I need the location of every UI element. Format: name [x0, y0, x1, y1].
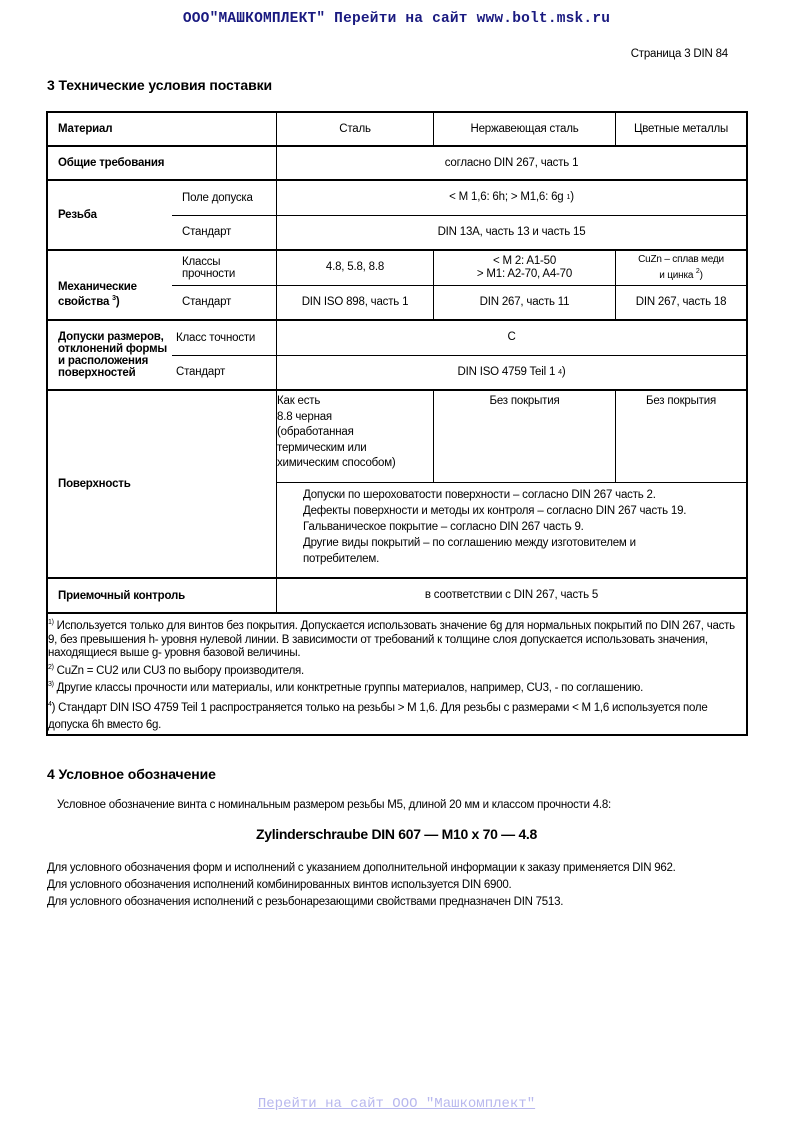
accuracy-class-label: Класс точности — [172, 321, 276, 356]
standard-text: DIN ISO 4759 Teil 1 — [457, 365, 556, 378]
delivery-conditions-table — [46, 111, 748, 736]
steel-surface-line: (обработанная — [277, 426, 354, 438]
footnote-text: Другие классы прочности или материалы, или конктретные группы материалов, например, CU3, - по соглашению. — [53, 682, 644, 694]
footnote-suffix: ) — [561, 365, 566, 378]
table-row-general — [48, 147, 746, 181]
stainless-class-line: < M 2: A1-50 — [492, 254, 557, 267]
site-banner-link[interactable]: ООО"МАШКОМПЛЕКТ" Перейти на сайт www.bolt.msk.ru — [182, 11, 611, 27]
footnote-suffix: ) — [570, 191, 574, 204]
footnote-text: ) Стандарт DIN ISO 4759 Teil 1 распространяется только на резьбы > M 1,6. Для резьбы с размерами < M 1,6 используется поле допуска 6h вместо 6g. — [48, 701, 708, 731]
footnote-ref: 1 — [566, 194, 571, 202]
footnote-4 — [48, 696, 744, 734]
table-row-acceptance — [48, 579, 746, 614]
surface-label: Поверхность — [58, 478, 131, 490]
footnote-2 — [48, 661, 744, 679]
steel-standard: DIN ISO 898, часть 1 — [277, 286, 434, 320]
footnote-ref: 4 — [558, 368, 562, 376]
footnote-suffix: ) — [699, 269, 703, 281]
column-nonferrous: Цветные металлы — [633, 122, 729, 135]
steel-classes: 4.8, 5.8, 8.8 — [277, 251, 434, 285]
footnote-ref: 2 — [695, 267, 700, 275]
nonferrous-surface: Без покрытия — [646, 395, 716, 407]
thread-label: Резьба — [58, 209, 97, 221]
surface-notes — [277, 483, 746, 567]
nonferrous-class-line: CuZn – сплав меди — [638, 253, 724, 265]
mechanical-standard-label: Стандарт — [182, 296, 232, 309]
acceptance-label: Приемочный контроль — [58, 589, 185, 602]
footnote-mark: 3) — [48, 681, 54, 688]
table-footnotes — [48, 614, 746, 734]
footnote-mark: 4 — [48, 700, 52, 708]
surface-note: потребителем. — [303, 553, 380, 565]
general-value: согласно DIN 267, часть 1 — [444, 156, 579, 169]
material-header: Материал — [58, 123, 113, 135]
surface-note: Допуски по шероховатости поверхности – согласно DIN 267 часть 2. — [303, 489, 656, 501]
reference-line: Для условного обозначения форм и исполнений с указанием дополнительной информации к заказу применяется DIN 962. — [47, 862, 676, 874]
tolerances-standard-value — [277, 356, 746, 390]
general-label: Общие требования — [58, 157, 165, 169]
thread-standard-label: Стандарт — [182, 226, 232, 239]
tolerances-standard-label: Стандарт — [176, 366, 226, 379]
page-number: Страница 3 DIN 84 — [630, 48, 728, 60]
reference-line: Для условного обозначения исполнений комбинированных винтов используется DIN 6900. — [47, 879, 512, 891]
stainless-standard: DIN 267, часть 11 — [434, 286, 616, 320]
surface-note: Гальваническое покрытие – согласно DIN 267 часть 9. — [303, 521, 584, 533]
table-row-tolerances — [48, 321, 746, 391]
designation-example: Zylinderschraube DIN 607 — M10 x 70 — 4.8 — [255, 826, 538, 842]
steel-surface-line: термическим или — [277, 441, 367, 454]
footnote-1 — [48, 616, 744, 661]
footnote-ref: 3 — [112, 294, 116, 302]
thread-tolerance-label: Поле допуска — [172, 181, 276, 216]
table-row-mechanical — [48, 251, 746, 321]
footnote-mark: 2) — [48, 663, 54, 671]
mechanical-label — [48, 251, 172, 319]
footnote-text: CuZn = CU2 или CU3 по выбору производителя. — [53, 664, 304, 677]
column-stainless: Нержавеющая сталь — [434, 113, 616, 145]
nonferrous-classes — [616, 251, 746, 285]
thread-tolerance-value — [277, 181, 746, 216]
footnote-mark: 1) — [48, 619, 54, 626]
footnote-suffix: ) — [115, 295, 120, 308]
surface-note: Другие виды покрытий – по соглашению между изготовителем и — [303, 537, 636, 549]
designation-intro: Условное обозначение винта с номинальным размером резьбы M5, длиной 20 мм и классом прочности 4.8: — [57, 799, 611, 811]
reference-line: Для условного обозначения исполнений с резьбонарезающими свойствами предназначен DIN 7513. — [47, 896, 564, 908]
nonferrous-standard: DIN 267, часть 18 — [635, 295, 727, 308]
thread-standard-value: DIN 13A, часть 13 и часть 15 — [437, 225, 586, 238]
surface-note: Дефекты поверхности и методы их контроля – согласно DIN 267 часть 19. — [303, 505, 687, 517]
stainless-surface: Без покрытия — [434, 391, 616, 482]
table-row-surface — [48, 391, 746, 579]
strength-classes-label: Классы прочности — [172, 251, 276, 286]
steel-surface-line: химическим способом) — [277, 457, 396, 469]
table-row-thread — [48, 181, 746, 251]
mechanical-label-text: Механические свойства — [58, 280, 137, 308]
tolerances-label: Допуски размеров, отклонений формы и расположения поверхностей — [58, 331, 168, 379]
section-4-heading: 4 Условное обозначение — [47, 766, 216, 782]
table-header-row — [48, 113, 746, 147]
steel-surface-line: 8.8 черная — [277, 410, 332, 423]
footnote-3 — [48, 678, 744, 696]
column-steel: Сталь — [277, 113, 434, 145]
designation-references — [47, 860, 676, 911]
accuracy-class-value: C — [277, 321, 746, 356]
section-3-heading: 3 Технические условия поставки — [47, 77, 273, 93]
footer-site-link[interactable]: Перейти на сайт ООО "Машкомплект" — [257, 1096, 536, 1112]
stainless-classes — [434, 251, 616, 285]
acceptance-value: в соответствии с DIN 267, часть 5 — [424, 589, 599, 601]
nonferrous-class-line: и цинка — [659, 269, 694, 281]
steel-surface — [277, 391, 434, 482]
footnote-text: Используется только для винтов без покрытия. Допускается использовать значение 6g для нормальных покрытий по DIN 267, часть 9, без превышения h- уровня нулевой линии. В зависимости от требований к толщине слоя допускается использовать значения, находящиеся выше g- уровня базовой величины. — [48, 620, 735, 659]
tolerance-text: < M 1,6: 6h; > M1,6: 6g — [449, 191, 564, 204]
stainless-class-line: > M1: A2-70, A4-70 — [476, 267, 573, 280]
steel-surface-line: Как есть — [277, 395, 321, 407]
